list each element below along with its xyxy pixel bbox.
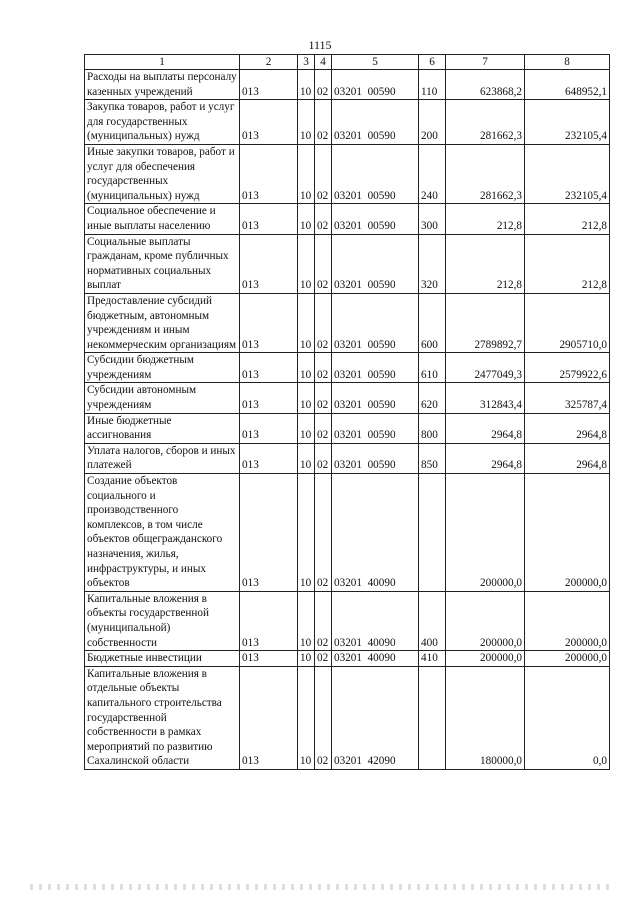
amount-col8-cell: 2579922,6 — [525, 353, 610, 383]
table-row — [85, 413, 610, 443]
target-item-cell: 03201 00590 — [332, 70, 419, 100]
expense-name-cell: Предоставление субсидий бюджетным, автономным учреждениям и иным некоммерческим организациям — [85, 293, 240, 352]
header-col-4: 4 — [315, 55, 332, 70]
amount-col7-cell: 212,8 — [446, 234, 525, 293]
expense-type-cell: 600 — [419, 293, 446, 352]
expense-type-cell: 800 — [419, 413, 446, 443]
table-row — [85, 70, 610, 100]
table-row — [85, 443, 610, 473]
amount-col8-cell: 200000,0 — [525, 591, 610, 650]
subsection-cell: 02 — [315, 413, 332, 443]
amount-col8-cell: 325787,4 — [525, 383, 610, 413]
expense-name-cell: Социальные выплаты гражданам, кроме публичных нормативных социальных выплат — [85, 234, 240, 293]
table-row — [85, 666, 610, 769]
ministry-code-cell: 013 — [240, 666, 298, 769]
section-cell: 10 — [298, 413, 315, 443]
section-cell: 10 — [298, 666, 315, 769]
table-row — [85, 383, 610, 413]
target-item-cell: 03201 40090 — [332, 591, 419, 650]
section-cell: 10 — [298, 383, 315, 413]
amount-col8-cell: 648952,1 — [525, 70, 610, 100]
section-cell: 10 — [298, 100, 315, 145]
ministry-code-cell: 013 — [240, 443, 298, 473]
ministry-code-cell: 013 — [240, 353, 298, 383]
header-row — [85, 55, 610, 70]
section-cell: 10 — [298, 443, 315, 473]
subsection-cell: 02 — [315, 666, 332, 769]
target-item-cell: 03201 00590 — [332, 413, 419, 443]
expense-name-cell: Капитальные вложения в объекты государственной (муниципальной) собственности — [85, 591, 240, 650]
subsection-cell: 02 — [315, 443, 332, 473]
target-item-cell: 03201 00590 — [332, 383, 419, 413]
section-cell: 10 — [298, 591, 315, 650]
expense-type-cell: 610 — [419, 353, 446, 383]
section-cell: 10 — [298, 204, 315, 234]
table-row — [85, 591, 610, 650]
target-item-cell: 03201 00590 — [332, 204, 419, 234]
amount-col7-cell: 200000,0 — [446, 591, 525, 650]
amount-col8-cell: 0,0 — [525, 666, 610, 769]
table-row — [85, 353, 610, 383]
section-cell: 10 — [298, 234, 315, 293]
budget-table — [84, 54, 610, 770]
ministry-code-cell: 013 — [240, 70, 298, 100]
amount-col8-cell: 2964,8 — [525, 413, 610, 443]
expense-name-cell: Капитальные вложения в отдельные объекты капитального строительства государственной собственности в рамках мероприятий по развитию Сахалинской области — [85, 666, 240, 769]
subsection-cell: 02 — [315, 70, 332, 100]
amount-col8-cell: 2964,8 — [525, 443, 610, 473]
target-item-cell: 03201 00590 — [332, 293, 419, 352]
ministry-code-cell: 013 — [240, 204, 298, 234]
target-item-cell: 03201 00590 — [332, 234, 419, 293]
ministry-code-cell: 013 — [240, 474, 298, 592]
expense-name-cell: Субсидии автономным учреждениям — [85, 383, 240, 413]
subsection-cell: 02 — [315, 353, 332, 383]
ministry-code-cell: 013 — [240, 293, 298, 352]
section-cell: 10 — [298, 70, 315, 100]
table-row — [85, 234, 610, 293]
subsection-cell: 02 — [315, 144, 332, 203]
expense-type-cell — [419, 666, 446, 769]
subsection-cell: 02 — [315, 100, 332, 145]
target-item-cell: 03201 42090 — [332, 666, 419, 769]
ministry-code-cell: 013 — [240, 651, 298, 667]
subsection-cell: 02 — [315, 234, 332, 293]
section-cell: 10 — [298, 144, 315, 203]
ministry-code-cell: 013 — [240, 100, 298, 145]
expense-type-cell: 300 — [419, 204, 446, 234]
section-cell: 10 — [298, 293, 315, 352]
ministry-code-cell: 013 — [240, 234, 298, 293]
expense-type-cell: 410 — [419, 651, 446, 667]
section-cell: 10 — [298, 651, 315, 667]
amount-col7-cell: 2964,8 — [446, 413, 525, 443]
section-cell: 10 — [298, 353, 315, 383]
subsection-cell: 02 — [315, 474, 332, 592]
header-col-7: 7 — [446, 55, 525, 70]
header-col-5: 5 — [332, 55, 419, 70]
amount-col7-cell: 200000,0 — [446, 474, 525, 592]
expense-name-cell: Иные закупки товаров, работ и услуг для обеспечения государственных (муниципальных) нужд — [85, 144, 240, 203]
subsection-cell: 02 — [315, 383, 332, 413]
target-item-cell: 03201 40090 — [332, 474, 419, 592]
expense-name-cell: Бюджетные инвестиции — [85, 651, 240, 667]
table-header — [85, 55, 610, 70]
table-body — [85, 70, 610, 770]
expense-type-cell: 110 — [419, 70, 446, 100]
expense-type-cell: 320 — [419, 234, 446, 293]
amount-col7-cell: 212,8 — [446, 204, 525, 234]
header-col-3: 3 — [298, 55, 315, 70]
table-row — [85, 204, 610, 234]
header-col-6: 6 — [419, 55, 446, 70]
ministry-code-cell: 013 — [240, 591, 298, 650]
expense-name-cell: Субсидии бюджетным учреждениям — [85, 353, 240, 383]
header-col-1: 1 — [85, 55, 240, 70]
page-number: 1115 — [308, 38, 332, 52]
table-row — [85, 144, 610, 203]
ministry-code-cell: 013 — [240, 144, 298, 203]
amount-col8-cell: 232105,4 — [525, 100, 610, 145]
amount-col8-cell: 200000,0 — [525, 474, 610, 592]
ministry-code-cell: 013 — [240, 413, 298, 443]
scan-noise-strip — [30, 884, 610, 890]
expense-type-cell: 240 — [419, 144, 446, 203]
expense-name-cell: Уплата налогов, сборов и иных платежей — [85, 443, 240, 473]
expense-type-cell — [419, 474, 446, 592]
amount-col8-cell: 212,8 — [525, 234, 610, 293]
subsection-cell: 02 — [315, 591, 332, 650]
expense-name-cell: Закупка товаров, работ и услуг для государственных (муниципальных) нужд — [85, 100, 240, 145]
expense-name-cell: Социальное обеспечение и иные выплаты населению — [85, 204, 240, 234]
target-item-cell: 03201 00590 — [332, 443, 419, 473]
subsection-cell: 02 — [315, 204, 332, 234]
table-row — [85, 293, 610, 352]
amount-col7-cell: 623868,2 — [446, 70, 525, 100]
header-col-8: 8 — [525, 55, 610, 70]
target-item-cell: 03201 00590 — [332, 144, 419, 203]
amount-col7-cell: 2477049,3 — [446, 353, 525, 383]
amount-col8-cell: 212,8 — [525, 204, 610, 234]
amount-col8-cell: 232105,4 — [525, 144, 610, 203]
header-col-2: 2 — [240, 55, 298, 70]
expense-type-cell: 850 — [419, 443, 446, 473]
amount-col8-cell: 200000,0 — [525, 651, 610, 667]
expense-type-cell: 620 — [419, 383, 446, 413]
amount-col7-cell: 281662,3 — [446, 144, 525, 203]
subsection-cell: 02 — [315, 651, 332, 667]
expense-name-cell: Расходы на выплаты персоналу казенных учреждений — [85, 70, 240, 100]
table-row — [85, 474, 610, 592]
amount-col8-cell: 2905710,0 — [525, 293, 610, 352]
target-item-cell: 03201 40090 — [332, 651, 419, 667]
target-item-cell: 03201 00590 — [332, 100, 419, 145]
ministry-code-cell: 013 — [240, 383, 298, 413]
section-cell: 10 — [298, 474, 315, 592]
amount-col7-cell: 2789892,7 — [446, 293, 525, 352]
table-row — [85, 651, 610, 667]
expense-name-cell: Создание объектов социального и производственного комплексов, в том числе объектов общегражданского назначения, жилья, инфраструктуры, и иных объектов — [85, 474, 240, 592]
amount-col7-cell: 180000,0 — [446, 666, 525, 769]
expense-type-cell: 200 — [419, 100, 446, 145]
amount-col7-cell: 281662,3 — [446, 100, 525, 145]
table-row — [85, 100, 610, 145]
amount-col7-cell: 2964,8 — [446, 443, 525, 473]
subsection-cell: 02 — [315, 293, 332, 352]
amount-col7-cell: 312843,4 — [446, 383, 525, 413]
expense-type-cell: 400 — [419, 591, 446, 650]
expense-name-cell: Иные бюджетные ассигнования — [85, 413, 240, 443]
amount-col7-cell: 200000,0 — [446, 651, 525, 667]
target-item-cell: 03201 00590 — [332, 353, 419, 383]
